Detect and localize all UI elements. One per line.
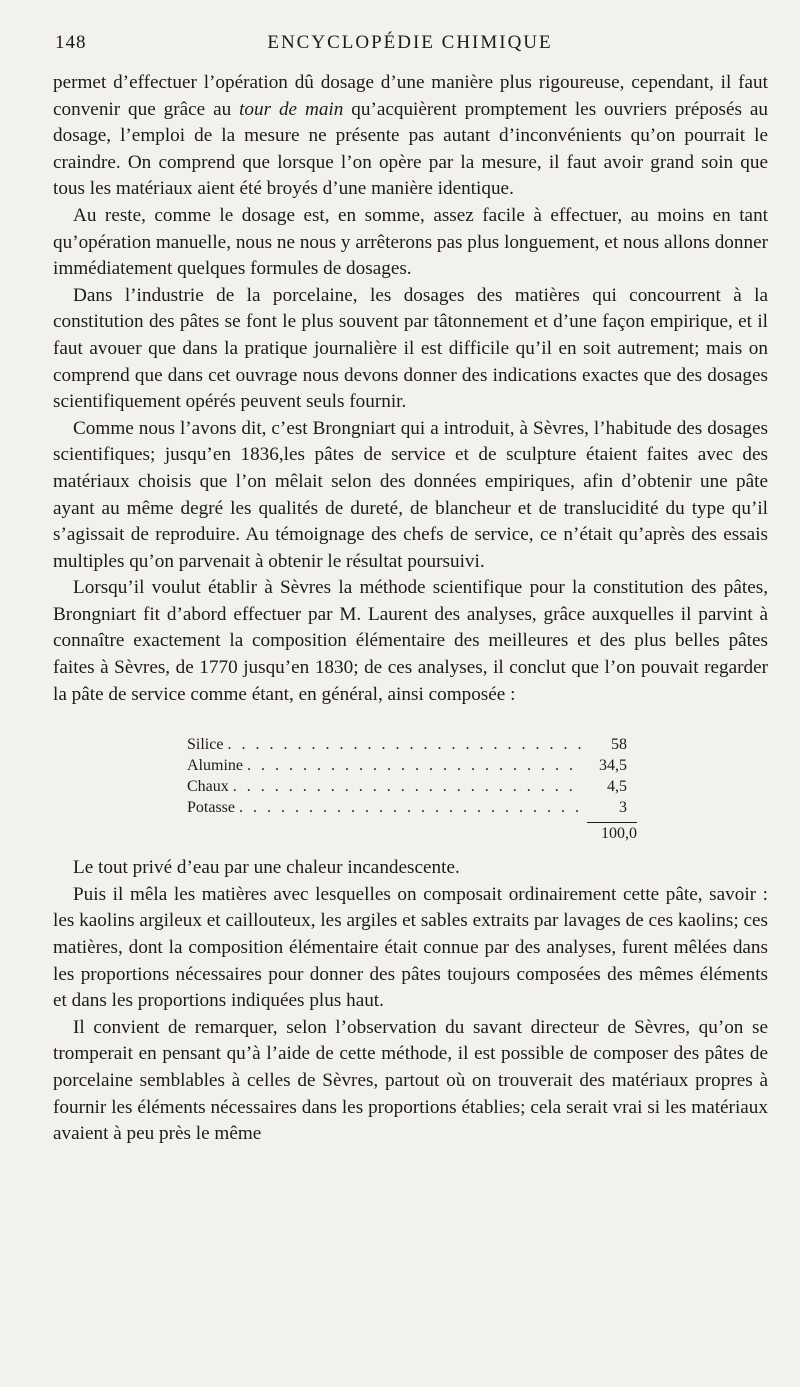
composition-row xyxy=(187,776,627,797)
paragraph-4: Comme nous l’avons dit, c’est Brongniart qui a introduit, à Sèvres, l’habitude des dosages scientifiques; jusqu’en 1836,les pâtes de service et de sculpture étaient faites avec des matériaux choisis que l’on mêlait selon des données empiriques, afin d’obtenir une pâte ayant au même degré les qualités de dureté, de blancheur et de translucidité du type qu’il s’agissait de reproduire. Au témoignage des chefs de service, ce n’était qu’après des essais multiples qu’on parvenait à obtenir le résultat poursuivi. xyxy=(53,417,768,572)
composition-total: 100,0 xyxy=(601,825,637,843)
paragraph-7: Puis il mêla les matières avec lesquelles on composait ordinairement cette pâte, savoir : les kaolins argileux et caillouteux, les argiles et sables extraits par lavages de ces kaolins; ces matières, dont la composition élémentaire était connue par des analyses, furent mêlées dans les proportions nécessaires pour donner des pâtes toujours composées des mêmes éléments et dans les proportions indiquées plus haut. xyxy=(53,883,768,1012)
paragraph-1-end: qu’acquièrent promptement les ouvriers préposés au dosage, l’emploi de la mesure ne présente pas autant d’inconvénients qu’on pourrait le craindre. On comprend que lorsque l’on opère par la mesure, il faut avoir grand soin que tous les matériaux aient été broyés d’une manière identique. xyxy=(53,98,768,200)
component-value: 3 xyxy=(619,799,627,817)
component-name: Potasse xyxy=(187,799,235,817)
leader-dots xyxy=(239,797,583,818)
paragraph-5: Lorsqu’il voulut établir à Sèvres la méthode scientifique pour la constitution des pâtes, Brongniart fit d’abord effectuer par M. Laurent des analyses, grâce auxquelles il parvint à connaître exactement la composition élémentaire des meilleures et des plus belles pâtes faites à Sèvres, de 1770 jusqu’en 1830; de ces analyses, il conclut que l’on pouvait regarder la pâte de service comme étant, en général, ainsi composée : xyxy=(53,577,768,705)
composition-row xyxy=(187,797,627,818)
leader-dots xyxy=(227,734,583,755)
component-name: Alumine xyxy=(187,757,243,775)
component-name: Chaux xyxy=(187,778,229,796)
page-number: 148 xyxy=(55,32,87,53)
page-header xyxy=(55,32,765,60)
leader-dots xyxy=(247,755,583,776)
paragraph-2: Au reste, comme le dosage est, en somme, assez facile à effectuer, au moins en tant qu’opération manuelle, nous ne nous y arrêterons pas plus longuement, et nous allons donner immédiatement quelques formules de dosages. xyxy=(53,204,768,280)
composition-row xyxy=(187,755,627,776)
component-value: 58 xyxy=(611,736,627,754)
paragraph-8: Il convient de remarquer, selon l’observation du savant directeur de Sèvres, qu’on se tromperait en pensant qu’à l’aide de cette méthode, il est possible de composer des pâtes de porcelaine semblables à celles de Sèvres, partout où on trouverait des matériaux propres à fournir les éléments nécessaires dans les proportions établies; cela serait vrai si les matériaux avaient à peu près le même xyxy=(53,1016,768,1145)
composition-row xyxy=(187,734,627,755)
component-name: Silice xyxy=(187,736,224,754)
italic-phrase: tour de main xyxy=(239,98,344,120)
paragraph-6: Le tout privé d’eau par une chaleur incandescente. xyxy=(73,857,460,879)
component-value: 34,5 xyxy=(599,757,627,775)
paragraph-3: Dans l’industrie de la porcelaine, les dosages des matières qui concourrent à la constitution des pâtes se font le plus souvent par tâtonnement et d’une façon empirique, et il faut avouer que dans la pratique journalière il est difficile qu’il en soit autrement; mais on comprend que dans cet ouvrage nous devons donner des indications exactes que des dosages scientifiquement opérés peuvent seuls fournir. xyxy=(53,284,768,413)
paragraph-1 xyxy=(53,70,768,203)
component-value: 4,5 xyxy=(607,778,627,796)
paragraph-1-start: permet d’effectuer l’opération dû dosage d’une manière plus rigoureuse, cependant, il faut convenir que grâce au xyxy=(53,72,768,120)
body-text xyxy=(53,70,768,1148)
composition-table xyxy=(187,734,637,845)
running-title: ENCYCLOPÉDIE CHIMIQUE xyxy=(267,32,553,53)
leader-dots xyxy=(233,776,583,797)
